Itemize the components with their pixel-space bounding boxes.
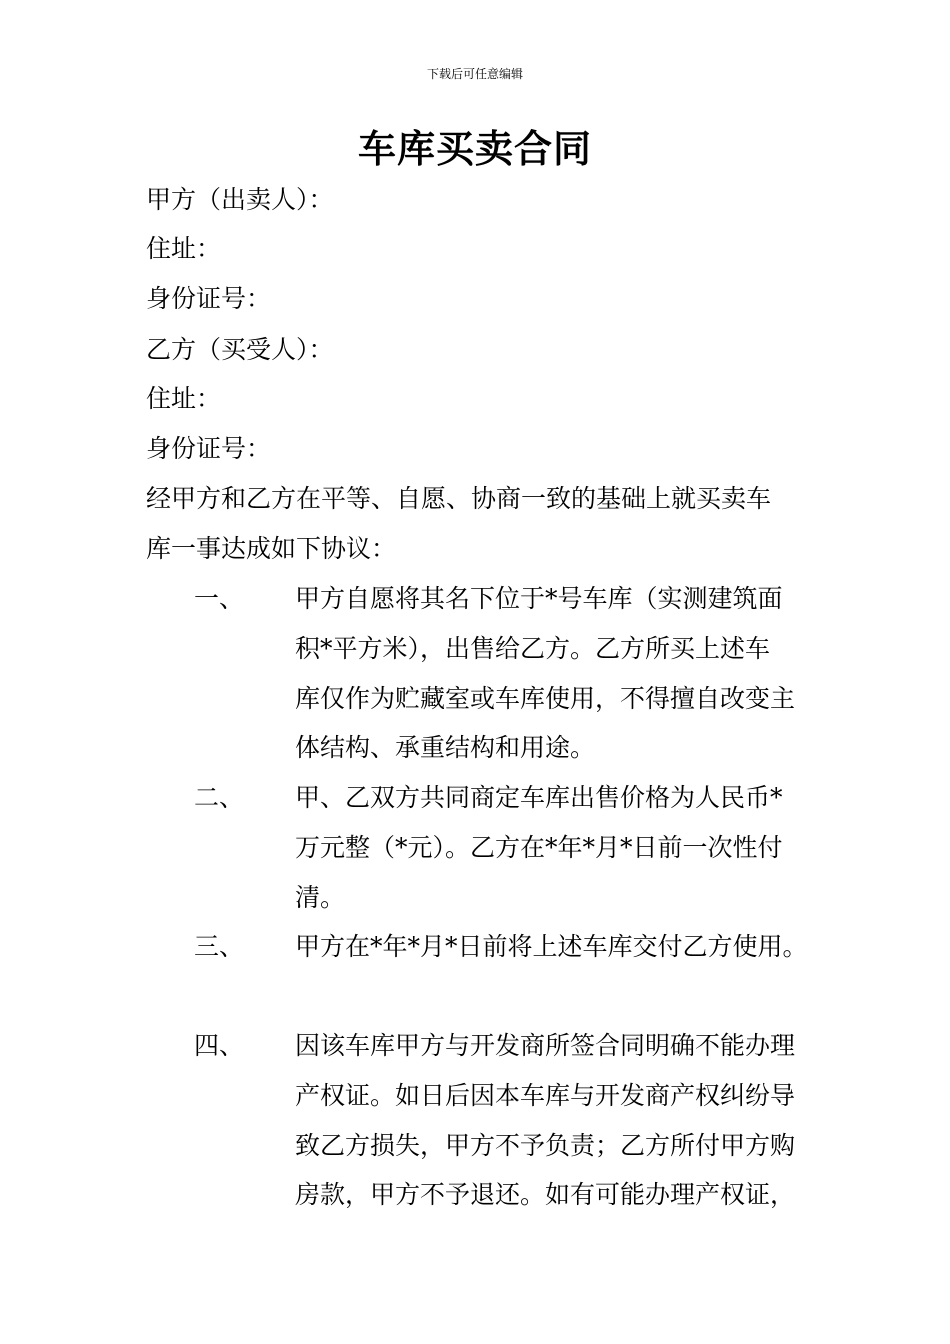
party-b-id-label: 身份证号： xyxy=(146,434,272,463)
party-a-id-label: 身份证号： xyxy=(146,284,272,313)
document-title: 车库买卖合同 xyxy=(357,126,592,171)
clause-line: 房款，甲方不予退还。如有可能办理产权证， xyxy=(295,1180,796,1209)
clause-line: 积*平方米），出售给乙方。乙方所买上述车 xyxy=(295,634,771,663)
clause-number: 二、 xyxy=(194,783,245,812)
intro-line: 经甲方和乙方在平等、自愿、协商一致的基础上就买卖车 xyxy=(146,484,772,513)
party-b-label: 乙方（买受人）： xyxy=(146,335,334,364)
party-a-address-label: 住址： xyxy=(146,234,222,263)
header-note: 下载后可任意编辑 xyxy=(426,67,523,81)
clause-number: 三、 xyxy=(194,932,245,961)
clause-line: 库仅作为贮藏室或车库使用，不得擅自改变主 xyxy=(295,684,796,713)
clause-line: 产权证。如日后因本车库与开发商产权纠纷导 xyxy=(295,1081,796,1110)
clause-number: 四、 xyxy=(194,1031,245,1060)
clause-line: 甲方自愿将其名下位于*号车库（实测建筑面 xyxy=(295,584,783,613)
party-b-address-label: 住址： xyxy=(146,384,222,413)
clause-line: 万元整（*元）。乙方在*年*月*日前一次性付 xyxy=(295,833,783,862)
clause-line: 甲、乙双方共同商定车库出售价格为人民币* xyxy=(295,783,783,812)
clause-line: 因该车库甲方与开发商所签合同明确不能办理 xyxy=(295,1031,796,1060)
clause-line: 清。 xyxy=(295,883,346,912)
clause-line: 甲方在*年*月*日前将上述车库交付乙方使用。 xyxy=(295,932,808,961)
intro-line: 库一事达成如下协议： xyxy=(146,534,397,563)
clause-line: 体结构、承重结构和用途。 xyxy=(295,733,596,762)
clause-number: 一、 xyxy=(194,584,245,613)
party-a-label: 甲方（出卖人）： xyxy=(146,185,334,214)
clause-line: 致乙方损失，甲方不予负责；乙方所付甲方购 xyxy=(295,1131,796,1160)
